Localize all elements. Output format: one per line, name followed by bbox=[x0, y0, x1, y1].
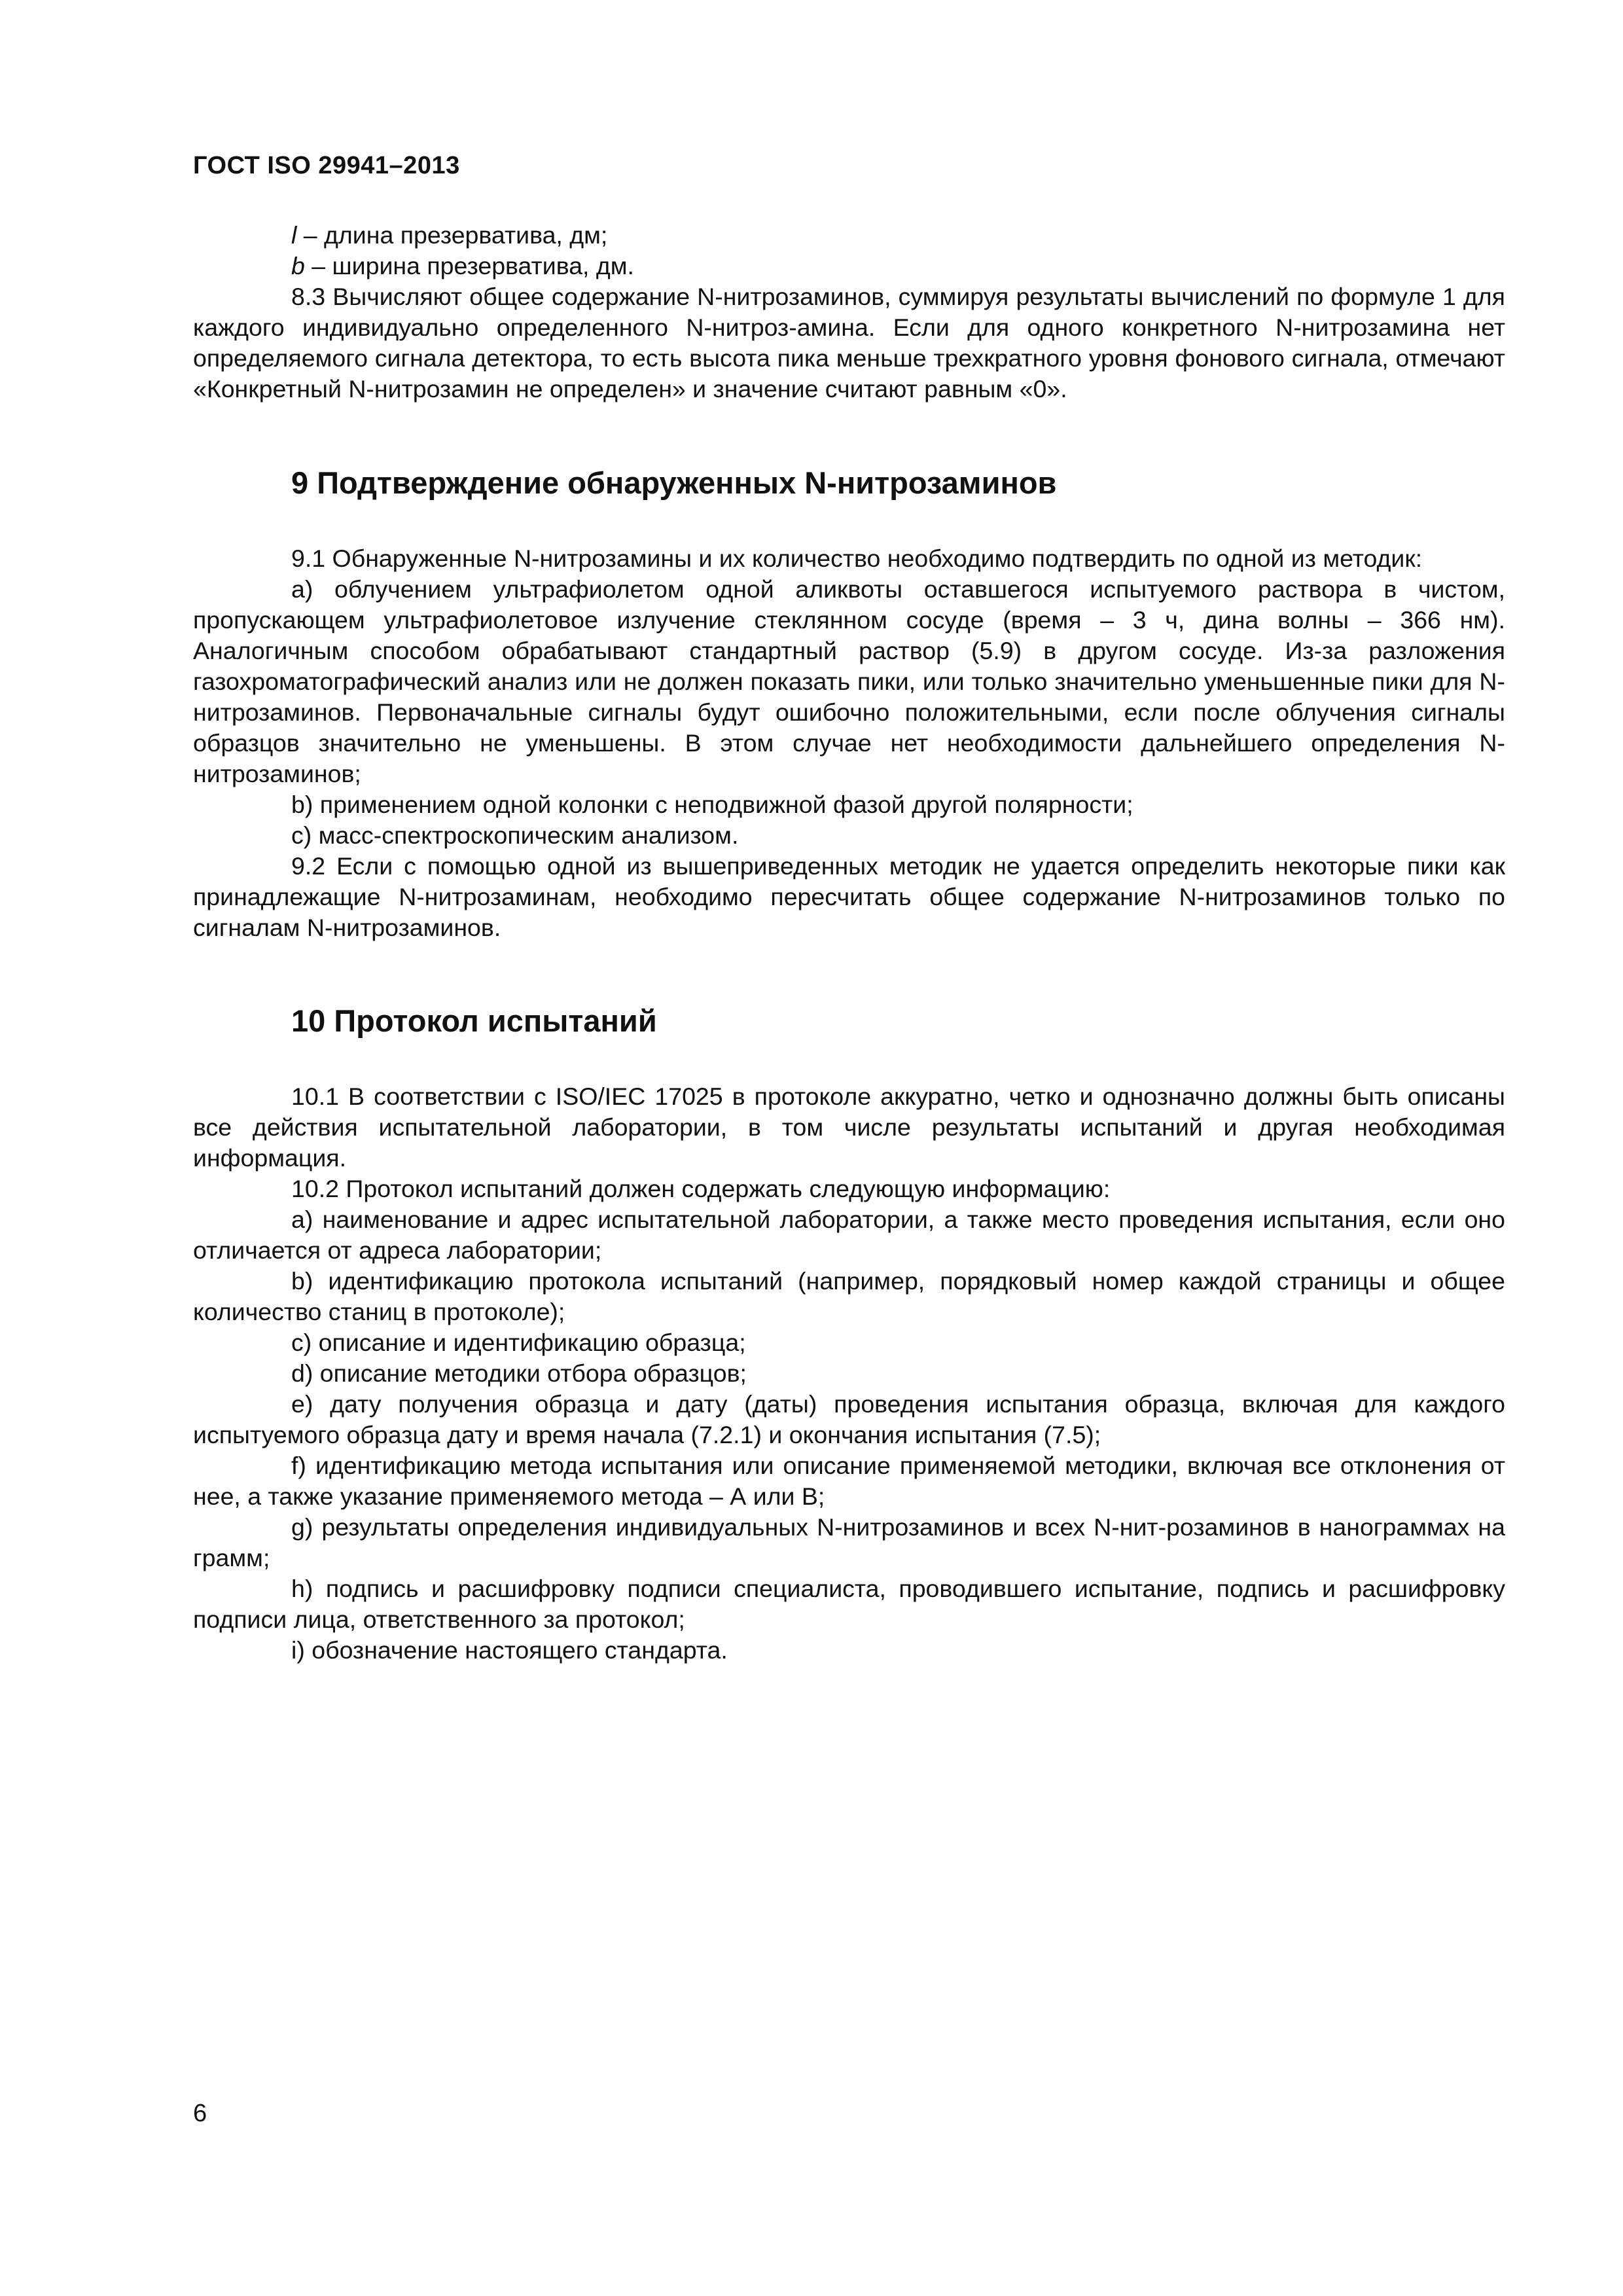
list-item-10-d: d) описание методики отбора образцов; bbox=[291, 1359, 747, 1387]
section-9-heading: 9 Подтверждение обнаруженных N-нитрозаминов bbox=[291, 465, 1057, 500]
list-item-10-f: f) идентификацию метода испытания или описание применяемой методики, включая все отклонения от нее, а также указание применяемого метода – А или В; bbox=[193, 1452, 1505, 1510]
definition-l-text: – длина презерватива, дм; bbox=[296, 221, 608, 249]
list-item-10-i: i) обозначение настоящего стандарта. bbox=[291, 1636, 728, 1664]
symbol-b: b bbox=[291, 252, 305, 279]
document-header: ГОСТ ISO 29941–2013 bbox=[193, 152, 460, 179]
paragraph-10-2: 10.2 Протокол испытаний должен содержать следующую информацию: bbox=[291, 1175, 1111, 1202]
list-item-10-a: а) наименование и адрес испытательной лаборатории, а также место проведения испытания, если оно отличается от адреса лаборатории; bbox=[193, 1206, 1505, 1264]
section-10-body bbox=[193, 1081, 1505, 1666]
list-item-10-e: е) дату получения образца и дату (даты) проведения испытания образца, включая для каждого испытуемого образца дату и время начала (7.2.1) и окончания испытания (7.5); bbox=[193, 1390, 1505, 1448]
paragraph-10-1: 10.1 В соответствии с ISO/IEC 17025 в протоколе аккуратно, четко и однозначно должны быть описаны все действия испытательной лаборатории, в том числе результаты испытаний и другая необходимая информация. bbox=[193, 1083, 1505, 1172]
paragraph-8-3: 8.3 Вычисляют общее содержание N-нитрозаминов, суммируя результаты вычислений по формуле 1 для каждого индивидуально определенного N-нитроз-амина. Если для одного конкретного N-нитрозамина нет определяемого сигнала детектора, то есть высота пика меньше трехкратного уровня фонового сигнала, отмечают «Конкретный N-нитрозамин не определен» и значение считают равным «0». bbox=[193, 283, 1505, 403]
list-item-9-b: b) применением одной колонки с неподвижной фазой другой полярности; bbox=[291, 791, 1133, 818]
definition-b-text: – ширина презерватива, дм. bbox=[304, 252, 634, 279]
paragraph-9-2: 9.2 Если с помощью одной из вышеприведенных методик не удается определить некоторые пики как принадлежащие N-нитрозаминам, необходимо пересчитать общее содержание N-нитрозаминов только по сигналам N-нитрозаминов. bbox=[193, 852, 1505, 941]
list-item-9-c: с) масс-спектроскопическим анализом. bbox=[291, 821, 739, 849]
formula-definitions-block bbox=[193, 220, 1505, 404]
list-item-10-b: b) идентификацию протокола испытаний (например, порядковый номер каждой страницы и общее количество станиц в протоколе); bbox=[193, 1267, 1505, 1325]
section-9-body bbox=[193, 543, 1505, 943]
symbol-l: l bbox=[291, 221, 297, 249]
list-item-10-h: h) подпись и расшифровку подписи специалиста, проводившего испытание, подпись и расшифровку подписи лица, ответственного за протокол; bbox=[193, 1575, 1505, 1633]
definition-b bbox=[193, 251, 1505, 281]
definition-l bbox=[193, 220, 1505, 251]
page-number: 6 bbox=[193, 2100, 207, 2127]
paragraph-9-1: 9.1 Обнаруженные N-нитрозамины и их количество необходимо подтвердить по одной из методик: bbox=[291, 545, 1423, 572]
list-item-10-g: g) результаты определения индивидуальных N-нитрозаминов и всех N-нит-розаминов в нанограммах на грамм; bbox=[193, 1513, 1505, 1571]
section-10-heading: 10 Протокол испытаний bbox=[291, 1003, 657, 1038]
list-item-9-a: а) облучением ультрафиолетом одной аликвоты оставшегося испытуемого раствора в чистом, пропускающем ультрафиолетовое излучение стеклянном сосуде (время – 3 ч, дина волны – 366 нм). Аналогичным способом обрабатывают стандартный раствор (5.9) в другом сосуде. Из-за разложения газохроматографический анализ или не должен показать пики, или только значительно уменьшенные пики для N-нитрозаминов. Первоначальные сигналы будут ошибочно положительными, если после облучения сигналы образцов значительно не уменьшены. В этом случае нет необходимости дальнейшего определения N-нитрозаминов; bbox=[193, 575, 1505, 787]
list-item-10-c: с) описание и идентификацию образца; bbox=[291, 1329, 746, 1356]
